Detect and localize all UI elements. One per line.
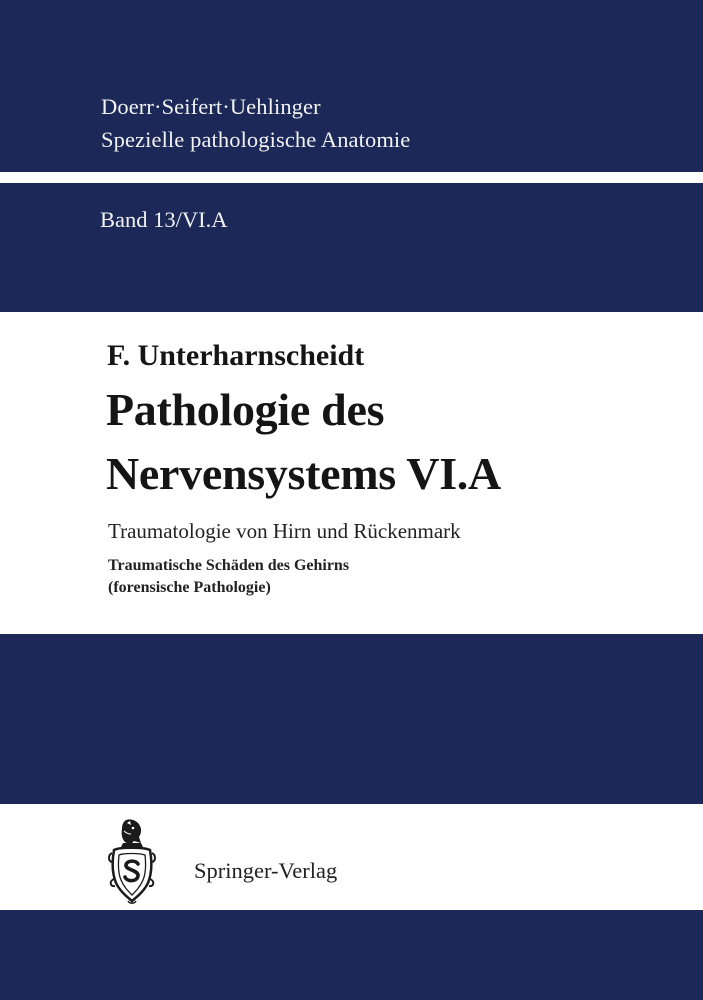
series-title: Spezielle pathologische Anatomie: [101, 127, 411, 152]
bottom-band: [0, 910, 703, 1000]
book-subsubtitle-line-1: Traumatische Schäden des Gehirns: [108, 557, 350, 574]
book-title-line-2: Nervensystems VI.A: [106, 448, 501, 499]
springer-knight-logo-icon: [106, 817, 158, 905]
volume-number: Band 13/VI.A: [100, 207, 228, 232]
author-name: F. Unterharnscheidt: [107, 339, 365, 372]
middle-band: [0, 634, 703, 804]
publisher-name: Springer-Verlag: [194, 858, 338, 883]
book-subtitle: Traumatologie von Hirn und Rückenmark: [108, 519, 461, 543]
volume-band: [0, 183, 703, 312]
book-title-line-1: Pathologie des: [106, 384, 385, 435]
series-editors: Doerr·Seifert·Uehlinger: [101, 94, 321, 119]
book-subsubtitle-line-2: (forensische Pathologie): [108, 579, 271, 596]
